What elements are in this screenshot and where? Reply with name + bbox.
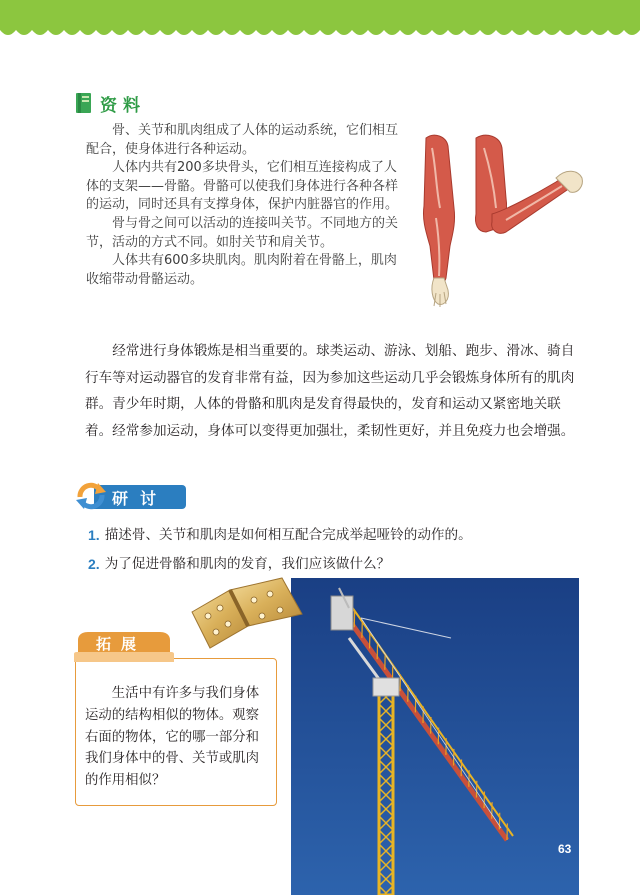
question-number: 2. xyxy=(88,556,100,572)
discussion-question xyxy=(88,521,568,550)
discussion-questions xyxy=(88,521,568,579)
extension-title-tab xyxy=(74,632,174,662)
straight-arm-illustration xyxy=(423,135,454,307)
page-number: 63 xyxy=(558,842,572,856)
extension-text-body: 生活中有许多与我们身体运动的结构相似的物体。观察右面的物体，它的哪一部分和我们身体中的骨、关节或肌肉的作用相似？ xyxy=(85,686,260,789)
resource-section-title xyxy=(74,90,146,116)
resource-paragraph: 骨与骨之间可以活动的连接叫关节。不同地方的关节，活动的方式不同。如肘关节和肩关节。 xyxy=(86,215,399,250)
extension-title: 拓展 xyxy=(96,635,147,653)
door-hinge-image xyxy=(186,574,308,666)
bent-arm-illustration xyxy=(475,135,582,233)
main-paragraph-text: 经常进行身体锻炼是相当重要的。球类运动、游泳、划船、跑步、滑冰、骑自行车等对运动器官的发育非常有益，因为参加这些运动几乎会锻炼身体所有的肌肉群。青少年时期，人体的骨骼和肌肉是发育得最快的，发育和运动又紧密地关联着。经常参加运动，身体可以变得更加强壮，柔韧性更好，并且免疫力也会增强。 xyxy=(85,343,575,439)
resource-paragraph: 人体内共有200多块骨头，它们相互连接构成了人体的支架——骨骼。骨骼可以使我们身体进行各种各样的运动，同时还具有支撑身体，保护内脏器官的作用。 xyxy=(86,160,399,213)
tower-crane-photo xyxy=(291,578,579,895)
question-text: 描述骨、关节和肌肉是如何相互配合完成举起哑铃的动作的。 xyxy=(104,527,472,543)
discussion-title: 研讨 xyxy=(112,489,169,508)
resource-paragraph: 人体共有600多块肌肉。肌肉附着在骨骼上，肌肉收缩带动骨骼运动。 xyxy=(86,253,397,287)
resource-title: 资料 xyxy=(100,95,146,116)
extension-text xyxy=(85,683,267,792)
question-text: 为了促进骨骼和肌肉的发育，我们应该做什么？ xyxy=(104,556,391,572)
main-paragraph xyxy=(85,338,575,444)
question-number: 1. xyxy=(88,527,100,543)
resource-text xyxy=(86,122,402,289)
cycle-arrows-icon xyxy=(74,481,108,511)
arm-muscle-illustration xyxy=(406,128,592,308)
book-icon xyxy=(74,92,94,114)
discussion-banner xyxy=(74,481,186,511)
top-decorative-band xyxy=(0,0,640,42)
discussion-question xyxy=(88,550,568,579)
resource-paragraph: 骨、关节和肌肉组成了人体的运动系统，它们相互配合，使身体进行各种运动。 xyxy=(86,123,399,157)
